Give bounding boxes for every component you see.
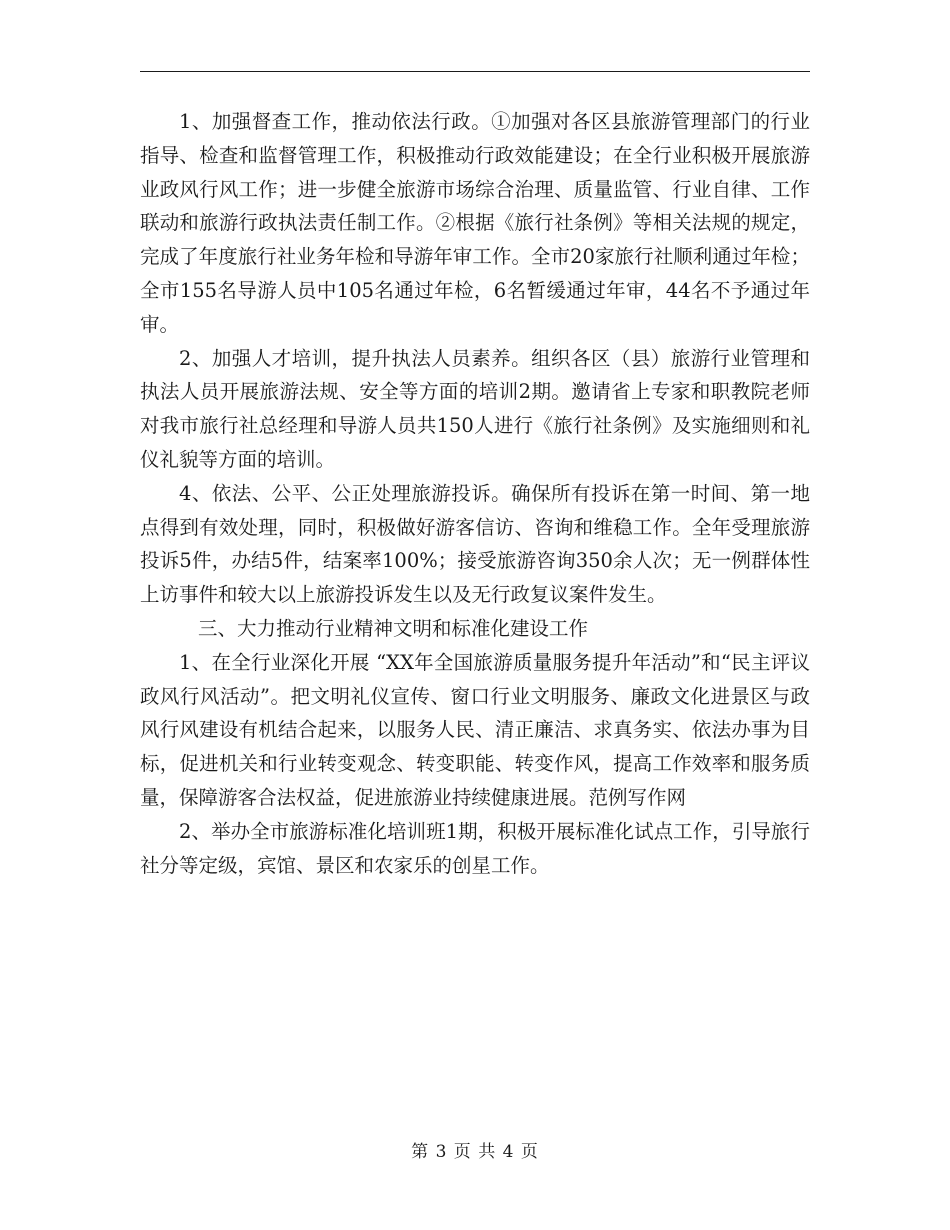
document-body <box>140 105 810 882</box>
paragraph-training: 2、加强人才培训，提升执法人员素养。组织各区（县）旅游行业管理和执法人员开展旅游法规、安全等方面的培训2期。邀请省上专家和职教院老师对我市旅行社总经理和导游人员共150人进行《旅行社条例》及实施细则和礼仪礼貌等方面的培训。 <box>140 346 810 471</box>
paragraph-complaints: 4、依法、公平、公正处理旅游投诉。确保所有投诉在第一时间、第一地点得到有效处理，同时，积极做好游客信访、咨询和维稳工作。全年受理旅游投诉5件，办结5件，结案率100%；接受旅游咨询350余人次；无一例群体性上访事件和较大以上旅游投诉发生以及无行政复议案件发生。 <box>140 481 810 607</box>
paragraph-supervision: 1、加强督查工作，推动依法行政。①加强对各区县旅游管理部门的行业指导、检查和监督管理工作，积极推动行政效能建设；在全行业积极开展旅游业政风行风工作；进一步健全旅游市场综合治理、质量监管、行业自律、工作联动和旅游行政执法责任制工作。②根据《旅行社条例》等相关法规的规定，完成了年度旅行社业务年检和导游年审工作。全市20家旅行社顺利通过年检；全市155名导游人员中105名通过年检，6名暂缓通过年审，44名不予通过年审。 <box>140 110 810 336</box>
page-number: 第 3 页 共 4 页 <box>411 1142 539 1162</box>
header-rule <box>140 71 810 72</box>
section-heading: 三、大力推动行业精神文明和标准化建设工作 <box>198 616 589 640</box>
paragraph-civilization: 1、在全行业深化开展 “XX年全国旅游质量服务提升年活动”和“民主评议政风行风活动”。把文明礼仪宣传、窗口行业文明服务、廉政文化进景区与政风行风建设有机结合起来，以服务人民、清正廉洁、求真务实、依法办事为目标，促进机关和行业转变观念、转变职能、转变作风，提高工作效率和服务质量，保障游客合法权益，促进旅游业持续健康进展。范例写作网 <box>140 650 810 809</box>
paragraph-standardization: 2、举办全市旅游标准化培训班1期，积极开展标准化试点工作，引导旅行社分等定级，宾馆、景区和农家乐的创星工作。 <box>140 819 810 877</box>
